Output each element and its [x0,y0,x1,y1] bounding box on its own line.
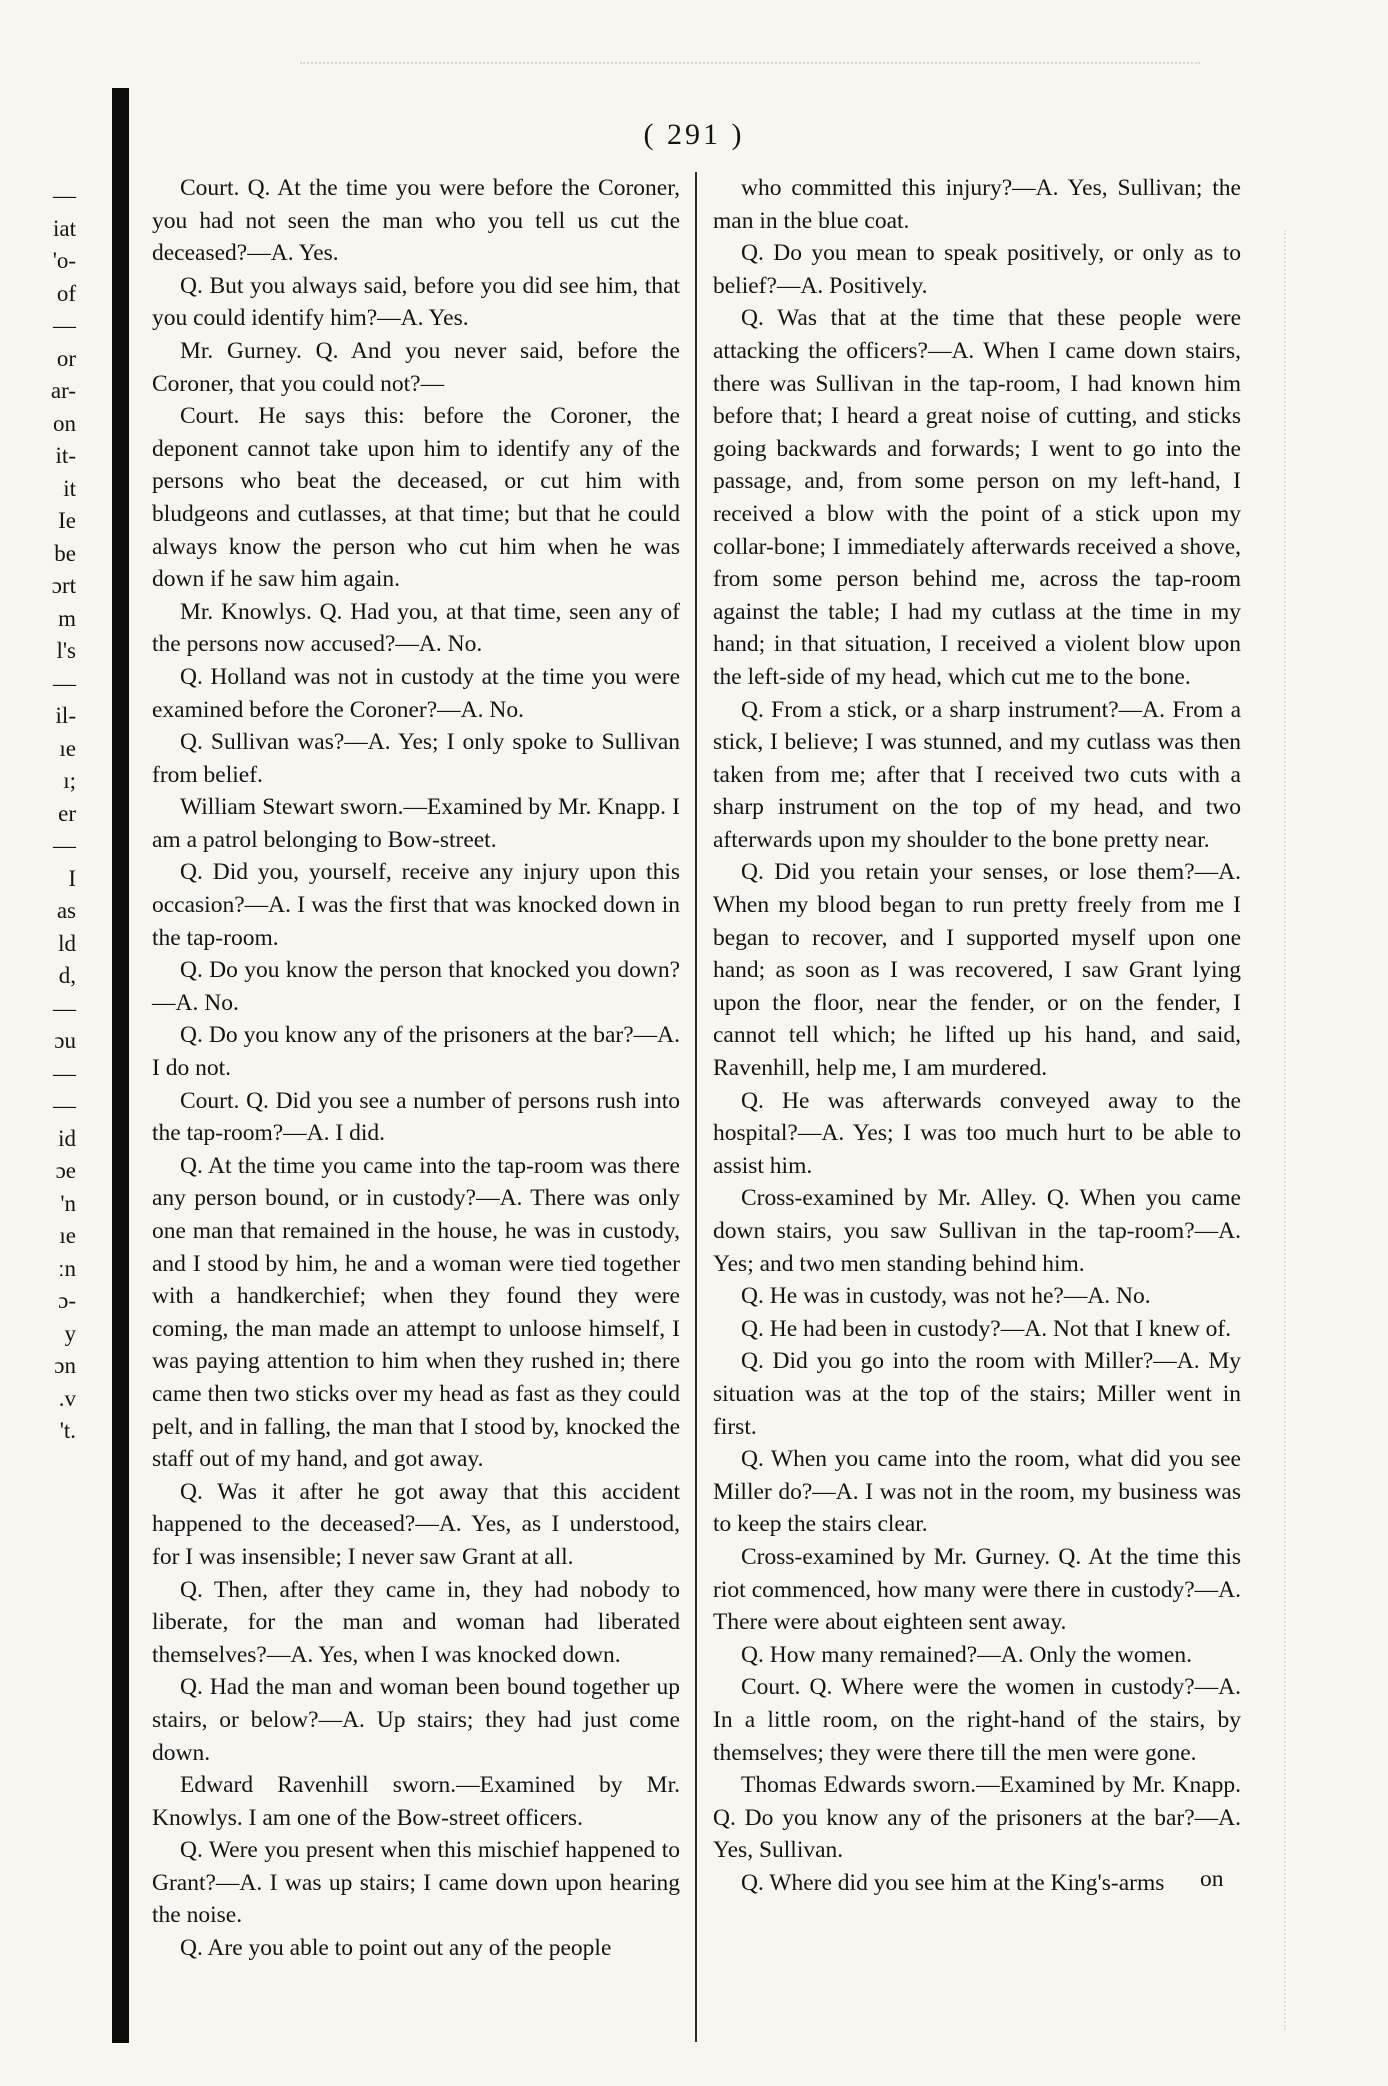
paragraph: Q. Was it after he got away that this accident happened to the deceased?—A. Yes, as I understood, for I was insensible; I never saw Grant at all. [152,1478,680,1570]
book-gutter-shadow [112,88,129,2043]
paragraph: William Stewart sworn.—Examined by Mr. Knapp. I am a patrol belonging to Bow-street. [152,794,680,853]
catchword: on [1200,1866,1224,1892]
paragraph: Q. Then, after they came in, they had nobody to liberate, for the man and woman had liberated themselves?—A. Yes, when I was knocked down. [152,1576,680,1668]
margin-fragment: 'n [60,1190,76,1216]
margin-fragment: ɔrt [51,573,76,598]
margin-fragment: er [58,800,76,826]
paragraph: Q. Were you present when this mischief happened to Grant?—A. I was up stairs; I came down upon hearing the noise. [152,1837,680,1929]
paragraph: Q. Sullivan was?—A. Yes; I only spoke to Sullivan from belief. [152,729,680,788]
paragraph: Edward Ravenhill sworn.—Examined by Mr. Knowlys. I am one of the Bow-street officers. [152,1772,680,1831]
paragraph: Cross-examined by Mr. Alley. Q. When you came down stairs, you saw Sullivan in the tap-room?—A. Yes; and two men standing behind him. [713,1185,1241,1277]
page-number: ( 291 ) [643,118,745,151]
margin-fragment: 't. [59,1418,76,1443]
paragraph: Q. He had been in custody?—A. Not that I knew of. [741,1315,1232,1342]
margin-fragment: ar- [50,378,76,403]
paragraph: Court. Q. At the time you were before the Coroner, you had not seen the man who you tell us cut the deceased?—A. Yes. [152,175,680,267]
margin-fragment: — [53,183,76,208]
margin-fragment: or [56,345,76,371]
column-rule [695,172,697,2042]
paragraph: Q. When you came into the room, what did you see Miller do?—A. I was not in the room, my business was to keep the stairs clear. [713,1446,1241,1538]
margin-fragment: be [54,540,76,566]
margin-fragment: as [56,898,76,923]
paragraph: Q. Where did you see him at the King's-arms [741,1869,1165,1896]
paragraph: Mr. Gurney. Q. And you never said, before the Coroner, that you could not?— [152,337,680,397]
paragraph: Q. Did you go into the room with Miller?—A. My situation was at the top of the stairs; Miller went in first. [713,1348,1241,1440]
margin-fragment: ɔu [54,1028,76,1053]
margin-fragment: y [64,1320,76,1346]
paragraph: Q. Was that at the time that these people were attacking the officers?—A. When I came down stairs, there was Sullivan in the tap-room, I had known him before that; I heard a great noise of cutting, and sticks going backwards and forwards; I went to go into the passage, and, from some person on my left-hand, I received a blow with the point of a stick upon my collar-bone; I immediately afterwards received a shove, from some person behind me, across the tap-room against the table; I had my cutlass at the time in my hand; in that situation, I received a violent blow upon the left-side of my head, which cut me to the bone. [713,305,1241,690]
margin-fragment: ɔe [55,1158,76,1183]
paragraph: Q. Did you retain your senses, or lose them?—A. When my blood began to run pretty freely from me I began to recover, and I supported myself upon one hand; as soon as I was recovered, I saw Grant lying upon the floor, near the fender, or on the fender, I cannot tell which; he lifted up his hand, and said, Ravenhill, help me, I am murdered. [713,859,1241,1082]
margin-fragment: — [53,1060,76,1086]
margin-fragment: it [63,475,76,501]
margin-fragment: — [53,313,76,338]
previous-page-fragments [0,180,80,1448]
margin-fragment: m [58,605,76,631]
margin-fragment: I [68,865,76,891]
paragraph: Q. Had the man and woman been bound together up stairs, or below?—A. Up stairs; they had just come down. [152,1674,680,1766]
margin-fragment: Ie [58,508,76,533]
margin-fragment: ld [58,930,76,956]
margin-fragment: id [58,1125,76,1151]
paragraph: Q. But you always said, before you did see him, that you could identify him?—A. Yes. [152,272,680,332]
margin-fragment: ıe [59,1223,76,1248]
paragraph: Court. He says this: before the Coroner, the deponent cannot take upon him to identify any of the persons who beat the deceased, or cut him with bludgeons and cutlasses, at that time; but that he could always know the person who cut him when he was down if he saw him again. [152,403,680,593]
margin-fragment: 'o- [52,248,76,273]
paragraph: Q. At the time you came into the tap-room was there any person bound, or in custody?—A. There was only one man that remained in the house, he was in custody, and I stood by him, he and a woman were tied together with a handkerchief; when they found they were coming, the man made an attempt to unloose himself, I was paying attention to him when they rushed in; there came then two sticks over my head as fast as they could pelt, and in falling, the man that I stood by, knocked the staff out of my hand, and got away. [152,1152,680,1473]
margin-fragment: l's [56,638,76,663]
margin-fragment: it- [55,443,76,468]
scan-speckle-right [1284,230,1292,2030]
margin-fragment: ːn [58,1255,76,1281]
paragraph: Q. Do you mean to speak positively, or only as to belief?—A. Positively. [713,240,1241,299]
margin-fragment: — [53,833,76,858]
paragraph: who committed this injury?—A. Yes, Sullivan; the man in the blue coat. [713,175,1241,234]
margin-fragment: .v [58,1385,76,1411]
margin-fragment: ı; [63,768,76,793]
paragraph: Q. He was afterwards conveyed away to the hospital?—A. Yes; I was too much hurt to be able to assist him. [713,1087,1241,1179]
margin-fragment: il- [55,703,76,728]
paragraph: Q. Are you able to point out any of the people [180,1935,612,1962]
paragraph: Q. Did you, yourself, receive any injury upon this occasion?—A. I was the first that was knocked down in the tap-room. [152,859,680,951]
paragraph: Q. He was in custody, was not he?—A. No. [741,1283,1151,1310]
paragraph: Q. Holland was not in custody at the time you were examined before the Coroner?—A. No. [152,663,680,723]
margin-fragment: d, [58,963,76,988]
margin-fragment: — [53,670,76,696]
paragraph: Thomas Edwards sworn.—Examined by Mr. Knapp. Q. Do you know any of the prisoners at the bar?—A. Yes, Sullivan. [713,1772,1241,1864]
right-column [713,172,1241,1899]
left-column [152,172,680,1965]
paragraph: Mr. Knowlys. Q. Had you, at that time, seen any of the persons now accused?—A. No. [152,598,680,658]
margin-fragment: on [53,410,76,436]
paragraph: Cross-examined by Mr. Gurney. Q. At the time this riot commenced, how many were there in custody?—A. There were about eighteen sent away. [713,1543,1241,1636]
paragraph: Court. Q. Where were the women in custody?—A. In a little room, on the right-hand of the stairs, by themselves; they were there till the men were gone. [713,1674,1241,1766]
margin-fragment: of [56,280,76,306]
scan-speckle-top [300,62,1200,74]
margin-fragment: — [53,995,76,1021]
margin-fragment: ɔn [54,1353,76,1378]
margin-fragment: ıe [59,735,76,761]
margin-fragment: — [53,1093,76,1118]
paragraph: Q. Do you know any of the prisoners at the bar?—A. I do not. [152,1022,680,1082]
paragraph: Q. From a stick, or a sharp instrument?—A. From a stick, I believe; I was stunned, and my cutlass was then taken from me; after that I received two cuts with a sharp instrument on the top of my head, and two afterwards upon my shoulder to the bone pretty near. [713,696,1241,853]
margin-fragment: ɔ- [58,1288,76,1313]
margin-fragment: iat [53,215,76,241]
paragraph: Court. Q. Did you see a number of persons rush into the tap-room?—A. I did. [152,1087,680,1147]
paragraph: Q. Do you know the person that knocked you down?—A. No. [152,957,680,1016]
paragraph: Q. How many remained?—A. Only the women. [741,1641,1192,1668]
